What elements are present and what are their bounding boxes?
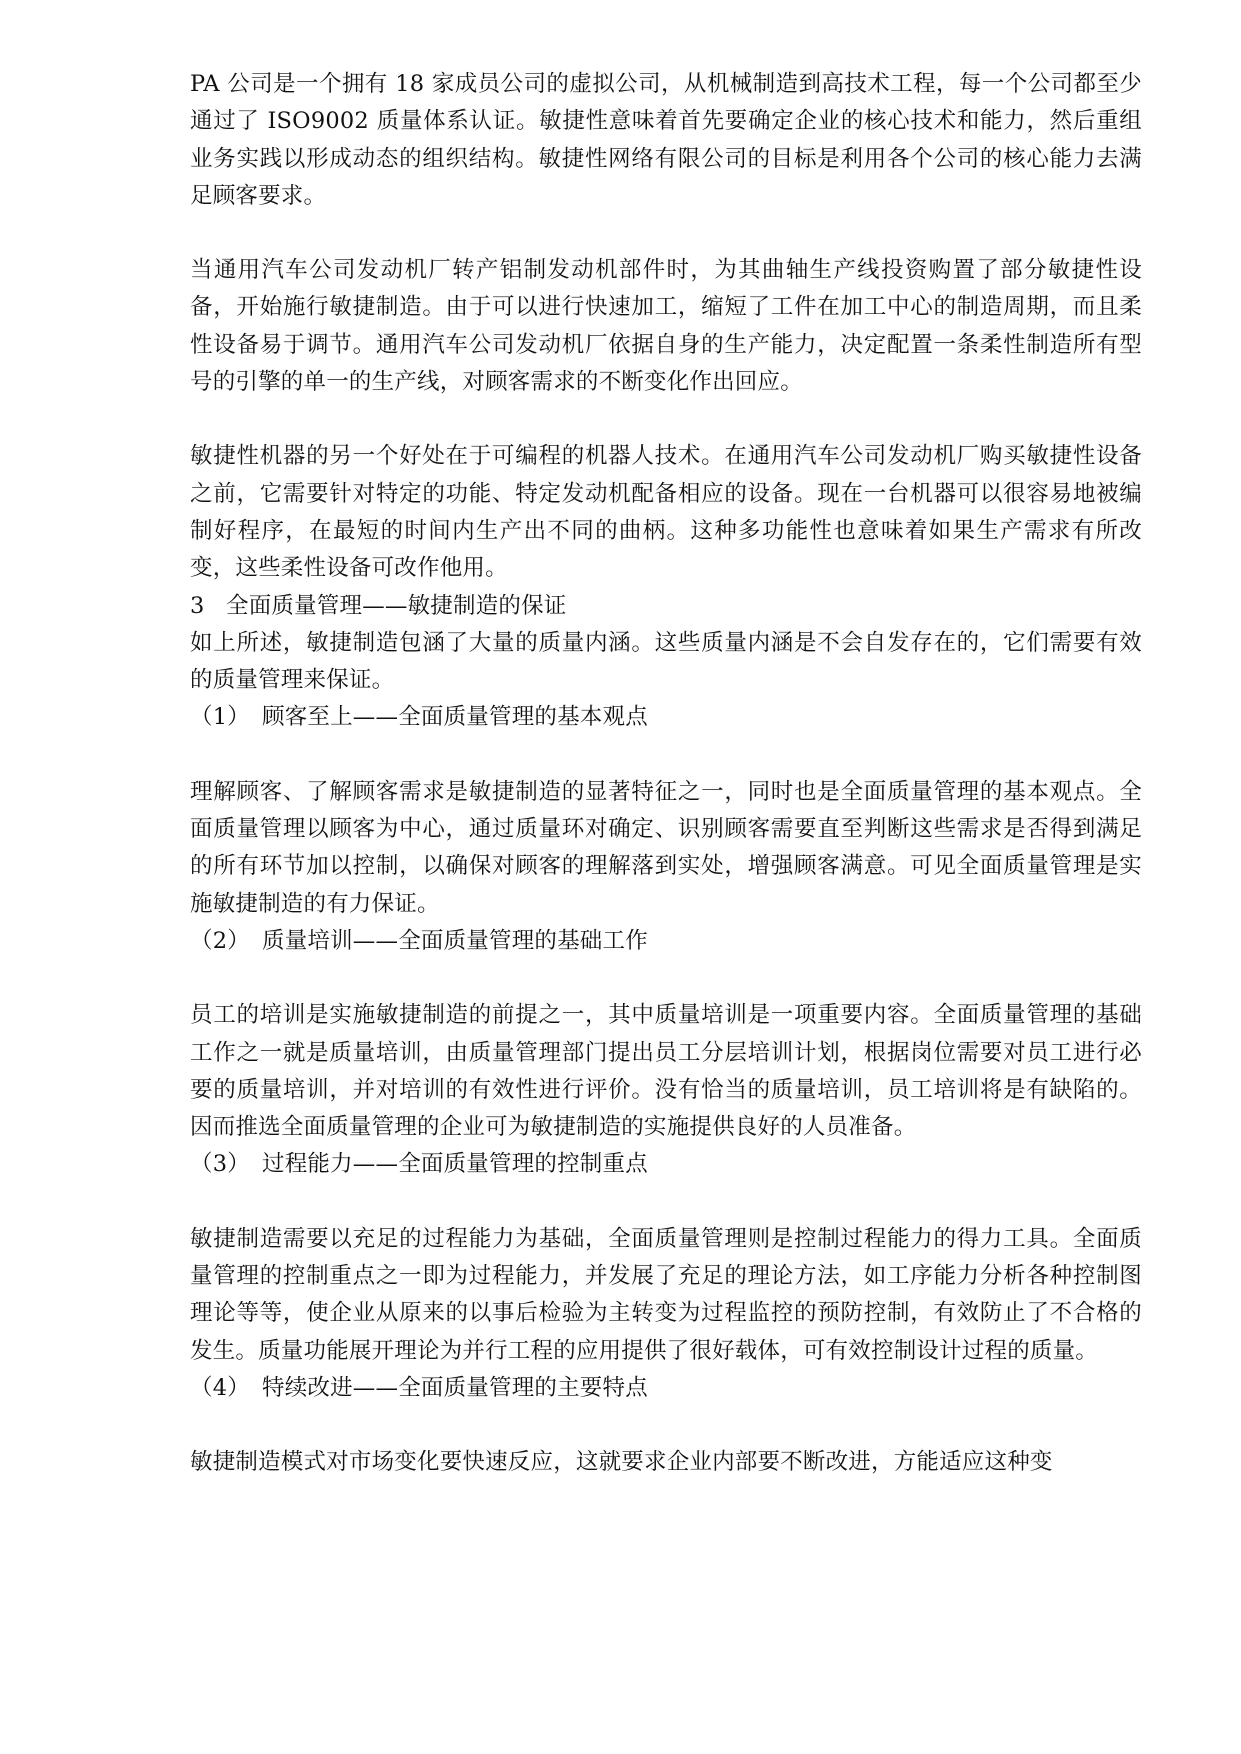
paragraph-gap bbox=[190, 960, 1142, 997]
paragraph-gap bbox=[190, 215, 1142, 252]
subsection-2-title: 质量培训——全面质量管理的基础工作 bbox=[262, 927, 648, 954]
subsection-4-heading bbox=[190, 1370, 1142, 1407]
paragraph-gap bbox=[190, 1184, 1142, 1221]
document-body bbox=[190, 66, 1142, 1482]
paragraph-gap bbox=[190, 737, 1142, 774]
section-3-number: 3 bbox=[190, 592, 205, 619]
subsection-4-title: 特续改进——全面质量管理的主要特点 bbox=[262, 1374, 648, 1401]
subsection-3-heading bbox=[190, 1146, 1142, 1183]
subsection-2-number: （2） bbox=[190, 927, 250, 954]
subsection-2-heading bbox=[190, 923, 1142, 960]
section-3-title: 全面质量管理——敏捷制造的保证 bbox=[226, 592, 567, 619]
paragraph-process-capability: 敏捷制造需要以充足的过程能力为基础，全面质量管理则是控制过程能力的得力工具。全面质量管理的控制重点之一即为过程能力，并发展了充足的理论方法，如工序能力分析各种控制图理论等等，使企业从原来的以事后检验为主转变为过程监控的预防控制，有效防止了不合格的发生。质量功能展开理论为并行工程的应用提供了很好载体，可有效控制设计过程的质量。 bbox=[190, 1225, 1142, 1364]
section-3-heading bbox=[190, 588, 1142, 625]
subsection-4-number: （4） bbox=[190, 1374, 250, 1401]
paragraph-gm-engine-plant: 当通用汽车公司发动机厂转产铝制发动机部件时，为其曲轴生产线投资购置了部分敏捷性设备，开始施行敏捷制造。由于可以进行快速加工，缩短了工件在加工中心的制造周期，而且柔性设备易于调节。通用汽车公司发动机厂依据自身的生产能力，决定配置一条柔性制造所有型号的引擎的单一的生产线，对顾客需求的不断变化作出回应。 bbox=[190, 257, 1142, 396]
paragraph-agile-machines: 敏捷性机器的另一个好处在于可编程的机器人技术。在通用汽车公司发动机厂购买敏捷性设备之前，它需要针对特定的功能、特定发动机配备相应的设备。现在一台机器可以很容易地被编制好程序，在最短的时间内生产出不同的曲柄。这种多功能性也意味着如果生产需求有所改变，这些柔性设备可改作他用。 bbox=[190, 443, 1142, 582]
paragraph-gap bbox=[190, 401, 1142, 438]
paragraph-gap bbox=[190, 1407, 1142, 1444]
paragraph-pa-company: PA 公司是一个拥有 18 家成员公司的虚拟公司，从机械制造到高技术工程，每一个公司都至少通过了 ISO9002 质量体系认证。敏捷性意味着首先要确定企业的核心技术和能力，然后重组业务实践以形成动态的组织结构。敏捷性网络有限公司的目标是利用各个公司的核心能力去满足顾客要求。 bbox=[190, 71, 1142, 209]
subsection-1-number: （1） bbox=[190, 704, 250, 731]
paragraph-quality-training: 员工的培训是实施敏捷制造的前提之一，其中质量培训是一项重要内容。全面质量管理的基础工作之一就是质量培训，由质量管理部门提出员工分层培训计划，根据岗位需要对员工进行必要的质量培训，并对培训的有效性进行评价。没有恰当的质量培训，员工培训将是有缺陷的。因而推选全面质量管理的企业可为敏捷制造的实施提供良好的人员准备。 bbox=[190, 1002, 1142, 1141]
paragraph-customer-first: 理解顾客、了解顾客需求是敏捷制造的显著特征之一，同时也是全面质量管理的基本观点。全面质量管理以顾客为中心，通过质量环对确定、识别顾客需要直至判断这些需求是否得到满足的所有环节加以控制，以确保对顾客的理解落到实处，增强顾客满意。可见全面质量管理是实施敏捷制造的有力保证。 bbox=[190, 778, 1142, 917]
paragraph-continuous-improvement: 敏捷制造模式对市场变化要快速反应，这就要求企业内部要不断改进，方能适应这种变 bbox=[190, 1449, 1053, 1476]
subsection-1-title: 顾客至上——全面质量管理的基本观点 bbox=[262, 704, 648, 731]
subsection-3-number: （3） bbox=[190, 1151, 250, 1178]
subsection-1-heading bbox=[190, 699, 1142, 736]
subsection-3-title: 过程能力——全面质量管理的控制重点 bbox=[262, 1151, 648, 1178]
paragraph-quality-intro: 如上所述，敏捷制造包涵了大量的质量内涵。这些质量内涵是不会自发存在的，它们需要有效的质量管理来保证。 bbox=[190, 629, 1142, 694]
